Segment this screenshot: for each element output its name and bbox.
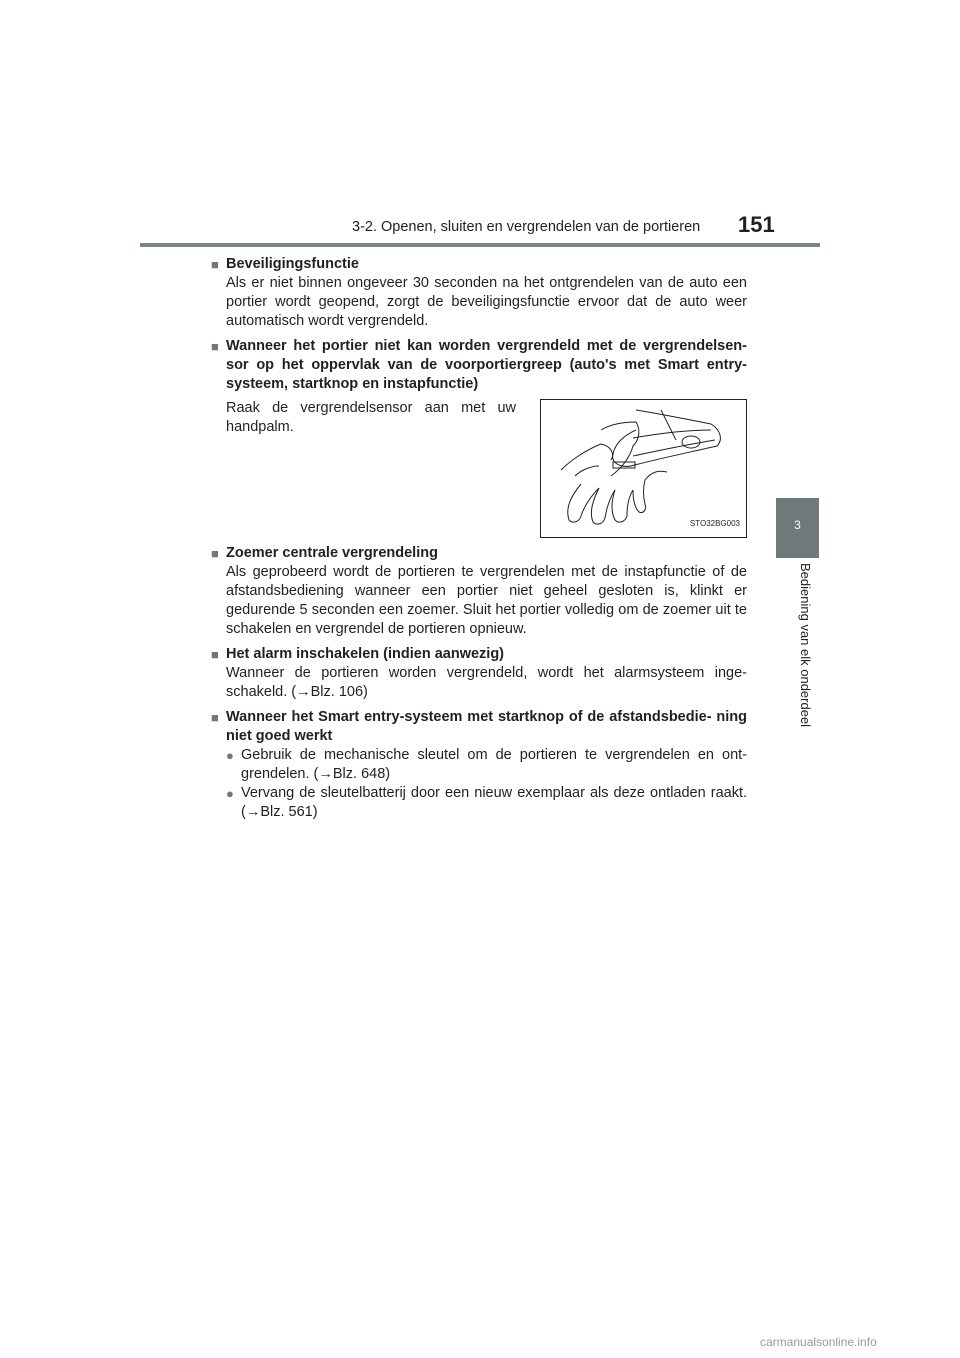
list-item-text: Vervang de sleutelbatterij door een nieuw exemplaar als deze ontladen raakt. (→Blz. 561) (241, 785, 747, 820)
chapter-number: 3 (794, 518, 801, 532)
section-alarm (211, 645, 747, 702)
figure-code: STO32BG003 (689, 519, 740, 528)
section-title: Zoemer centrale vergrendeling (226, 545, 438, 561)
square-bullet-icon: ■ (211, 647, 219, 662)
section-body: Als er niet binnen ongeveer 30 seconden na het ontgrendelen van de auto een portier wordt geopend, zorgt de beveiligingsfunctie ervoor dat de auto weer automatisch wordt vergrendeld. (226, 275, 747, 329)
page-number: 151 (738, 212, 775, 237)
square-bullet-icon: ■ (211, 339, 219, 354)
section-lock-sensor (211, 337, 747, 538)
list-item (226, 746, 747, 784)
list-item (226, 784, 747, 822)
watermark: carmanualsonline.info (760, 1335, 877, 1349)
section-body: Als geprobeerd wordt de portieren te vergrendelen met de instapfunctie of de afstandsbediening wanneer een portier niet geheel gesloten is, klinkt er gedurende 5 seconden een zoemer. Sluit het portier volledig om de zoemer uit te schakelen en vergrendel de portieren opnieuw. (226, 564, 747, 637)
section-buzzer (211, 544, 747, 639)
circle-bullet-icon: ● (226, 786, 234, 801)
square-bullet-icon: ■ (211, 710, 219, 725)
section-title: Wanneer het Smart entry-systeem met startknop of de afstandsbedie- ning niet goed werkt (226, 709, 747, 744)
chapter-label: Bediening van elk onderdeel (798, 563, 813, 728)
square-bullet-icon: ■ (211, 546, 219, 561)
section-title: Beveiligingsfunctie (226, 256, 359, 272)
chapter-tab[interactable] (776, 498, 819, 558)
list-item-text: Gebruik de mechanische sleutel om de portieren te vergrendelen en ont- grendelen. (→Blz. 648) (241, 747, 747, 782)
section-body: Wanneer de portieren worden vergrendeld, wordt het alarmsysteem inge- schakeld. (→Blz. 106) (226, 665, 747, 700)
section-security-function (211, 255, 747, 331)
header-divider (140, 243, 820, 247)
section-smart-entry-failure (211, 708, 747, 822)
circle-bullet-icon: ● (226, 748, 234, 763)
section-header: 3-2. Openen, sluiten en vergrendelen van de portieren (352, 219, 701, 235)
section-body: Raak de vergrendelsensor aan met uw handpalm. (226, 400, 516, 435)
door-handle-illustration (540, 399, 747, 538)
section-title: Het alarm inschakelen (indien aanwezig) (226, 646, 504, 662)
page-content (211, 255, 747, 828)
square-bullet-icon: ■ (211, 257, 219, 272)
section-title: Wanneer het portier niet kan worden vergrendeld met de vergrendelsen- sor op het oppervlak van de voorportiergreep (auto's met Smart entry- systeem, startknop en instapfunctie) (226, 338, 747, 392)
